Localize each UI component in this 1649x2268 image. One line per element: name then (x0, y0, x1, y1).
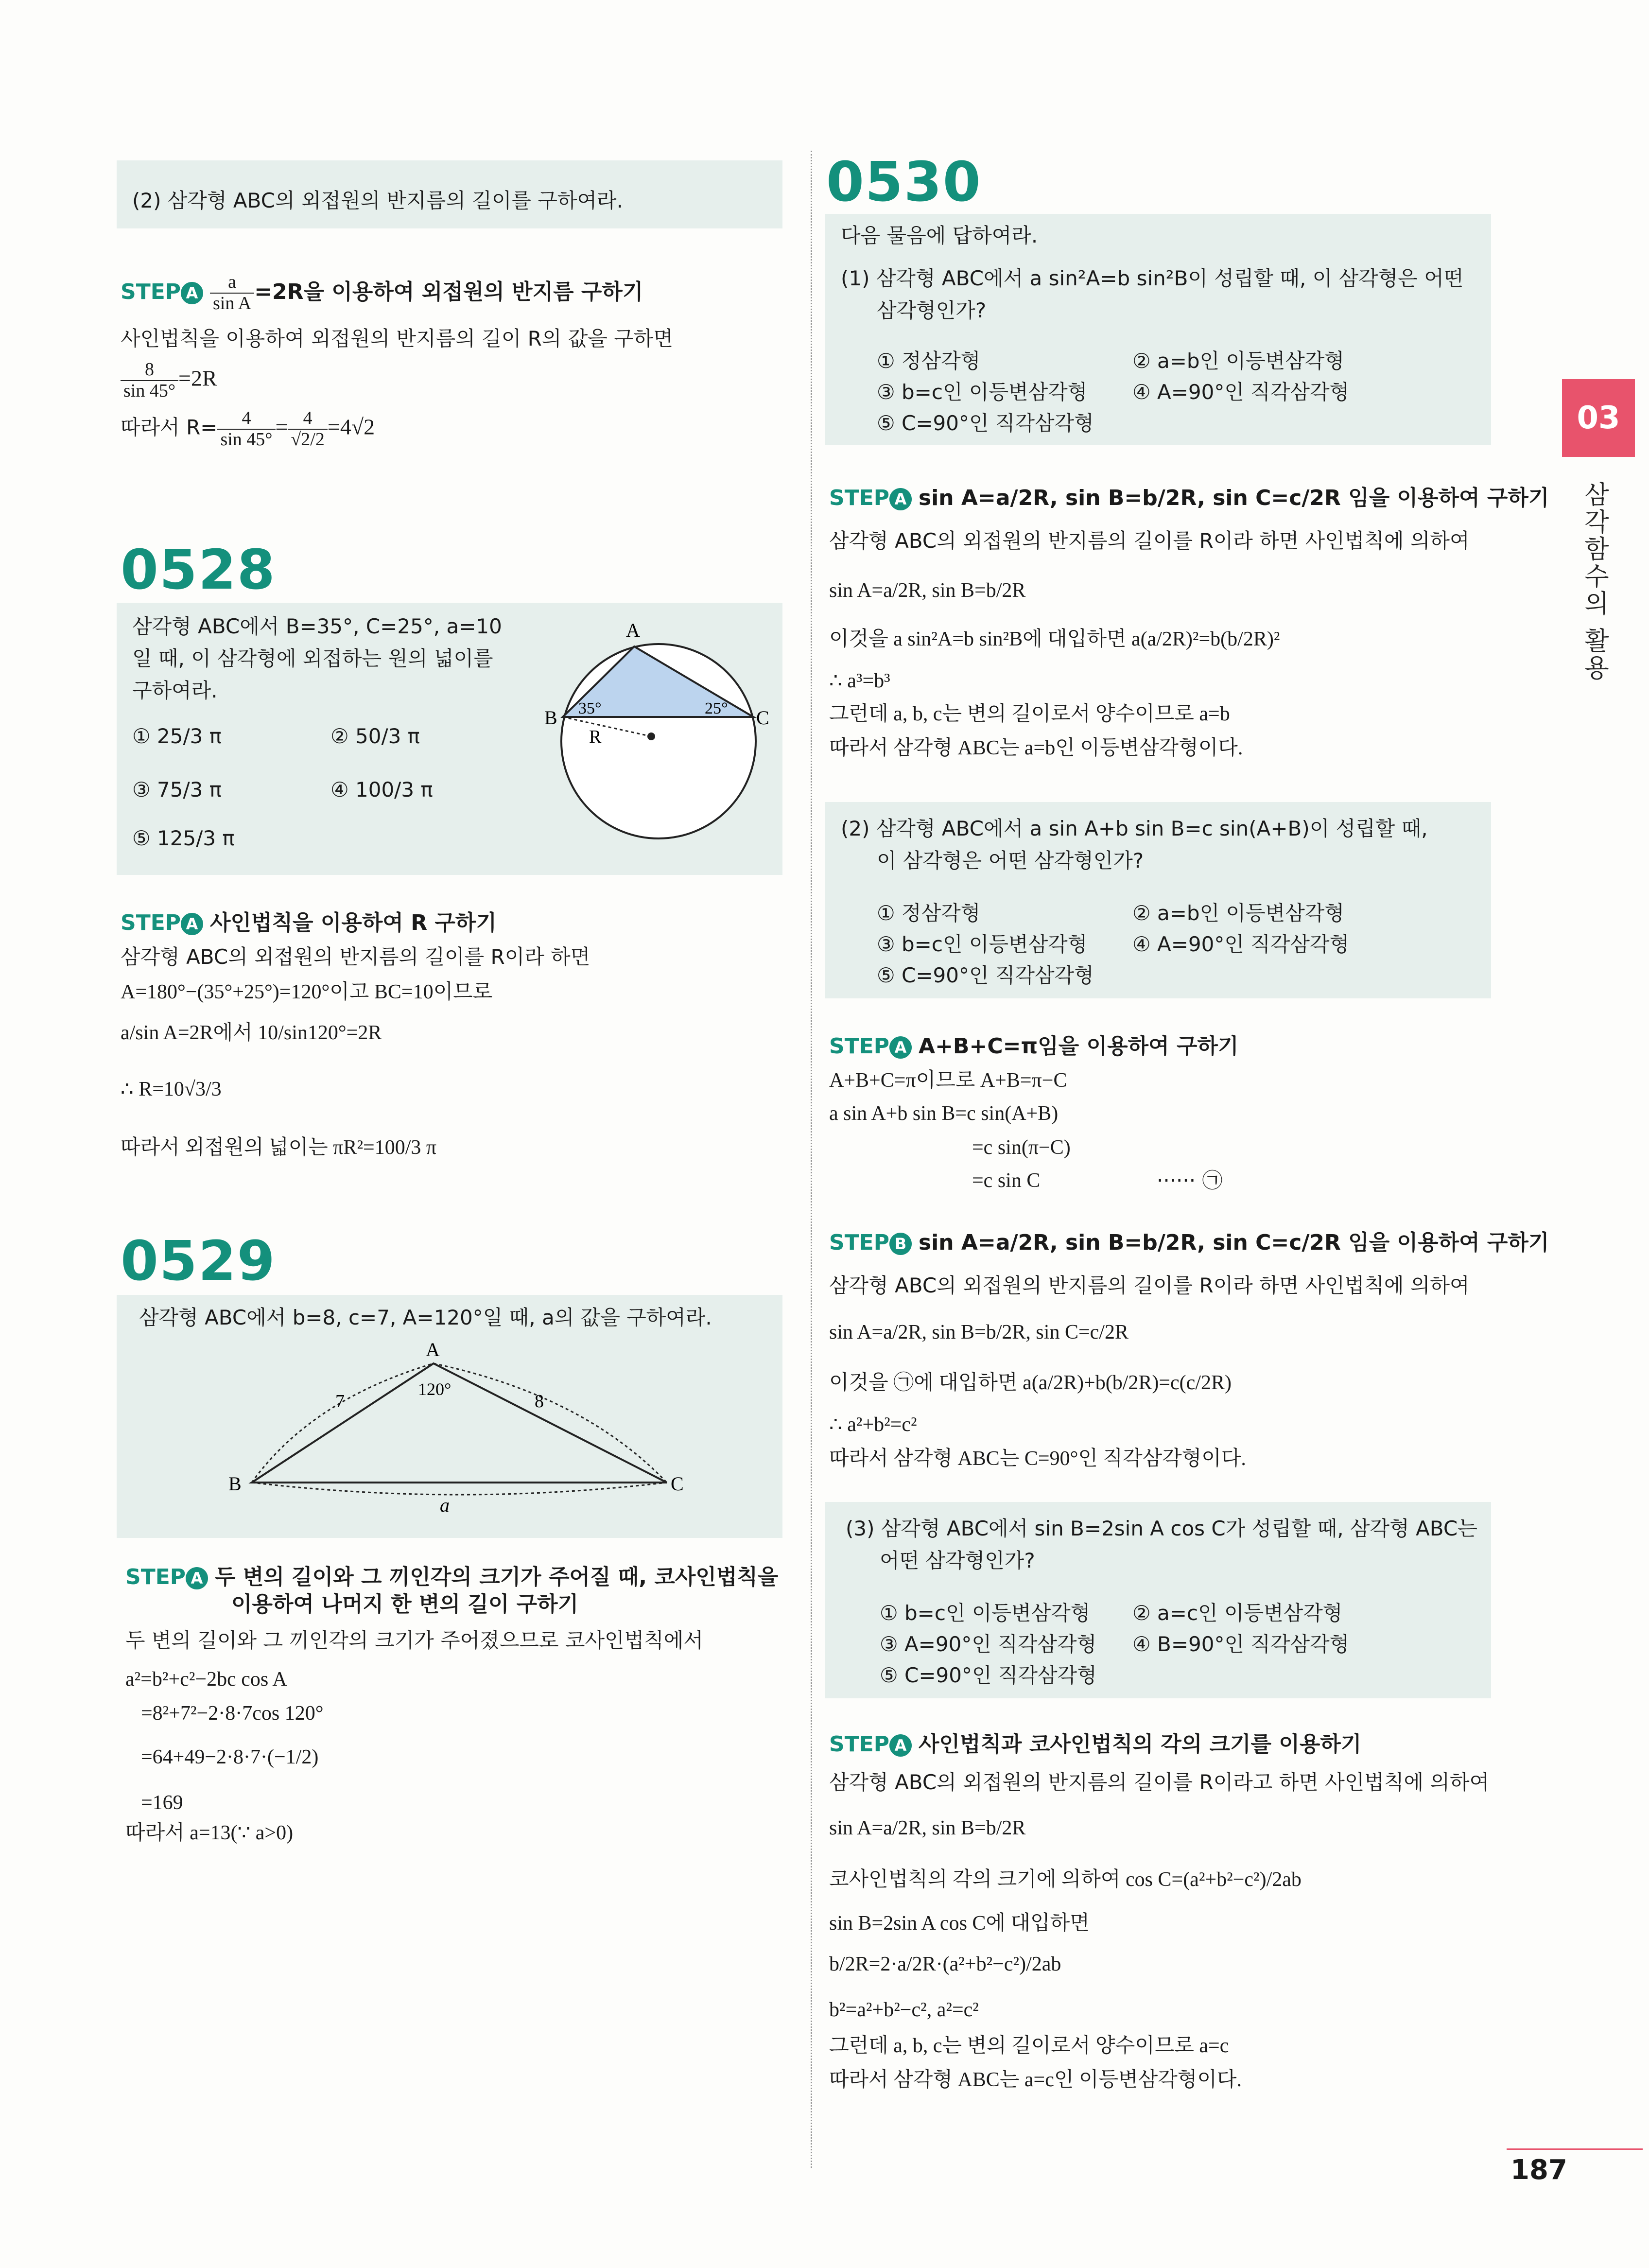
equation-marker: ······ ㉠ (1157, 1169, 1223, 1192)
equation: $\frac{8}{\sin 45^\circ}$ =2R (121, 360, 217, 401)
problem-number-0530: 0530 (826, 151, 982, 214)
vertex-label-B: B (228, 1473, 242, 1495)
step-title: A+B+C=π임을 이용하여 구하기 (919, 1034, 1239, 1059)
solution-line: ∴ a²+b²=c² (829, 1413, 917, 1436)
step-title: =2R을 이용하여 외접원의 반지름 구하기 (254, 279, 643, 304)
solution-line: 삼각형 ABC의 외접원의 반지름의 길이를 R이라 하면 사인법칙에 의하여 (829, 529, 1470, 553)
circumcircle-figure (544, 617, 773, 846)
solution-line: ∴ R=10√3/3 (121, 1078, 222, 1100)
problem-number-0529: 0529 (121, 1230, 276, 1293)
vertex-label-A: A (626, 619, 640, 641)
solution-line: 따라서 삼각형 ABC는 a=b인 이등변삼각형이다. (829, 737, 1243, 759)
angle-label: 120° (418, 1379, 451, 1399)
step-label: STEP (121, 279, 181, 304)
chapter-tab: 03 (1562, 379, 1635, 457)
solution-line: sin A=a/2R, sin B=b/2R, sin C=c/2R (829, 1321, 1128, 1343)
step-heading: STEP A 두 변의 길이와 그 끼인각의 크기가 주어질 때, 코사인법칙을 (125, 1565, 779, 1589)
page-number-rule (1507, 2148, 1643, 2150)
equation: 따라서 R= $\frac{4}{\sin 45^\circ}$ = $\frac{4}{√2/2}$ =4√2 (121, 408, 375, 450)
option-5: ⑤ 125/3 π (132, 826, 235, 850)
vertex-label-C: C (756, 707, 769, 729)
step-heading-line2: 이용하여 나머지 한 변의 길이 구하기 (231, 1592, 579, 1617)
option-4: ④ B=90°인 직각삼각형 (1132, 1632, 1350, 1656)
option-2: ② a=b인 이등변삼각형 (1132, 901, 1344, 925)
step-letter-badge: A (186, 1567, 208, 1589)
triangle-figure (214, 1342, 700, 1526)
vertex-label-A: A (426, 1342, 440, 1361)
option-3: ③ A=90°인 직각삼각형 (880, 1632, 1097, 1656)
page-number: 187 (1510, 2154, 1567, 2186)
step-title: sin A=a/2R, sin B=b/2R, sin C=c/2R 임을 이용하여 구하기 (919, 486, 1549, 510)
step-heading: STEP B sin A=a/2R, sin B=b/2R, sin C=c/2R 임을 이용하여 구하기 (829, 1230, 1549, 1255)
solution-line: ∴ a³=b³ (829, 670, 890, 692)
step-letter-badge: B (889, 1233, 912, 1255)
option-1: ① 정삼각형 (877, 901, 981, 925)
solution-line: 두 변의 길이와 그 끼인각의 크기가 주어졌으므로 코사인법칙에서 (125, 1628, 703, 1652)
option-5: ⑤ C=90°인 직각삼각형 (880, 1663, 1097, 1687)
solution-line: a/sin A=2R에서 10/sin120°=2R (121, 1022, 382, 1044)
solution-line: 그런데 a, b, c는 변의 길이로서 양수이므로 a=c (829, 2035, 1229, 2057)
question-line: 삼각형 ABC에서 b=8, c=7, A=120°일 때, a의 값을 구하여라. (139, 1306, 712, 1329)
solution-line: 코사인법칙의 각의 크기에 의하여 cos C=(a²+b²−c²)/2ab (829, 1868, 1302, 1891)
step-letter-badge: A (889, 1036, 912, 1059)
step-heading: STEP A 사인법칙을 이용하여 R 구하기 (121, 910, 497, 935)
solution-line: sin B=2sin A cos C에 대입하면 (829, 1912, 1090, 1935)
solution-line: 따라서 삼각형 ABC는 C=90°인 직각삼각형이다. (829, 1448, 1246, 1470)
option-1: ① 정삼각형 (877, 349, 981, 373)
question-line: (2) 삼각형 ABC에서 a sin A+b sin B=c sin(A+B)이 성립할 때, (841, 817, 1428, 840)
step-heading (121, 272, 643, 314)
option-2: ② a=b인 이등변삼각형 (1132, 349, 1344, 373)
question-line: 삼각형인가? (877, 298, 987, 322)
vertex-label-B: B (544, 707, 557, 729)
option-3: ③ b=c인 이등변삼각형 (877, 380, 1088, 404)
option-3: ③ b=c인 이등변삼각형 (877, 932, 1088, 956)
option-4: ④ A=90°인 직각삼각형 (1132, 932, 1350, 956)
question-line: (3) 삼각형 ABC에서 sin B=2sin A cos C가 성립할 때, 삼각형 ABC는 (846, 1517, 1477, 1540)
option-3: ③ 75/3 π (132, 778, 222, 802)
problem-number-0528: 0528 (121, 539, 276, 602)
solution-line: 따라서 삼각형 ABC는 a=c인 이등변삼각형이다. (829, 2069, 1242, 2091)
step-title: 두 변의 길이와 그 끼인각의 크기가 주어질 때, 코사인법칙을 (215, 1565, 779, 1589)
option-5: ⑤ C=90°인 직각삼각형 (877, 411, 1094, 435)
solution-line: A+B+C=π이므로 A+B=π−C (829, 1069, 1067, 1092)
solution-line: 따라서 외접원의 넓이는 πR²=100/3 π (121, 1136, 437, 1159)
step-letter-badge: A (889, 488, 912, 510)
step-title: 사인법칙과 코사인법칙의 각의 크기를 이용하기 (919, 1732, 1362, 1757)
solution-line: =64+49−2·8·7·(−1/2) (141, 1746, 319, 1768)
solution-line: 이것을 ㉠에 대입하면 a(a/2R)+b(b/2R)=c(c/2R) (829, 1372, 1232, 1394)
vertex-label-C: C (671, 1473, 684, 1495)
solution-line: b²=a²+b²−c², a²=c² (829, 1999, 979, 2021)
side-label-a: a (440, 1494, 450, 1516)
chapter-title: 삼각함수의 활용 (1580, 481, 1609, 682)
solution-line: a²=b²+c²−2bc cos A (125, 1668, 287, 1691)
question-line: 이 삼각형은 어떤 삼각형인가? (877, 849, 1144, 872)
angle-label-B: 35° (578, 699, 602, 717)
step-heading: STEP A A+B+C=π임을 이용하여 구하기 (829, 1034, 1239, 1059)
solution-line: A=180°−(35°+25°)=120°이고 BC=10이므로 (121, 981, 493, 1003)
question-intro: 다음 물음에 답하여라. (841, 224, 1038, 247)
question-line: 일 때, 이 삼각형에 외접하는 원의 넓이를 (132, 646, 493, 670)
question-line: 어떤 삼각형인가? (880, 1549, 1035, 1572)
solution-line: =c sin C (972, 1169, 1041, 1192)
step-letter-badge: A (181, 282, 203, 304)
option-2: ② 50/3 π (330, 724, 420, 748)
solution-line: 삼각형 ABC의 외접원의 반지름의 길이를 R이라 하면 사인법칙에 의하여 (829, 1274, 1470, 1297)
column-divider (811, 151, 812, 2168)
solution-line: a sin A+b sin B=c sin(A+B) (829, 1102, 1059, 1125)
option-4: ④ 100/3 π (330, 778, 433, 802)
question-line: (1) 삼각형 ABC에서 a sin²A=b sin²B이 성립할 때, 이 삼각형은 어떤 (841, 266, 1464, 290)
text-line: 사인법칙을 이용하여 외접원의 반지름의 길이 R의 값을 구하면 (121, 327, 673, 350)
solution-line: sin A=a/2R, sin B=b/2R (829, 1817, 1026, 1839)
question-text: (2) 삼각형 ABC의 외접원의 반지름의 길이를 구하여라. (132, 189, 623, 212)
solution-line: sin A=a/2R, sin B=b/2R (829, 579, 1026, 602)
step-title: 사인법칙을 이용하여 R 구하기 (210, 910, 497, 935)
step-heading: STEP A sin A=a/2R, sin B=b/2R, sin C=c/2R 임을 이용하여 구하기 (829, 486, 1549, 510)
step-letter-badge: A (889, 1734, 912, 1757)
solution-line: 삼각형 ABC의 외접원의 반지름의 길이를 R이라 하면 (121, 945, 590, 969)
solution-line: b/2R=2·a/2R·(a²+b²−c²)/2ab (829, 1953, 1061, 1975)
side-label-b: 8 (535, 1391, 544, 1412)
solution-line: 삼각형 ABC의 외접원의 반지름의 길이를 R이라고 하면 사인법칙에 의하여 (829, 1770, 1490, 1794)
question-line: 삼각형 ABC에서 B=35°, C=25°, a=10 (132, 614, 502, 638)
option-2: ② a=c인 이등변삼각형 (1132, 1601, 1343, 1625)
solution-line: =c sin(π−C) (972, 1136, 1071, 1159)
solution-line: 그런데 a, b, c는 변의 길이로서 양수이므로 a=b (829, 703, 1230, 725)
solution-line: 이것을 a sin²A=b sin²B에 대입하면 a(a/2R)²=b(b/2R)² (829, 628, 1280, 650)
radius-label: R (589, 727, 602, 747)
option-1: ① 25/3 π (132, 724, 222, 748)
question-line: 구하여라. (132, 679, 218, 702)
step-letter-badge: A (181, 913, 203, 935)
step-title: sin A=a/2R, sin B=b/2R, sin C=c/2R 임을 이용하여 구하기 (919, 1230, 1549, 1255)
side-label-c: 7 (335, 1391, 345, 1412)
option-1: ① b=c인 이등변삼각형 (880, 1601, 1091, 1625)
step-heading: STEP A 사인법칙과 코사인법칙의 각의 크기를 이용하기 (829, 1732, 1362, 1757)
solution-line: =169 (141, 1792, 183, 1814)
solution-line: 따라서 a=13(∵ a>0) (125, 1822, 294, 1844)
angle-label-C: 25° (705, 699, 728, 717)
solution-line: =8²+7²−2·8·7cos 120° (141, 1702, 324, 1725)
option-4: ④ A=90°인 직각삼각형 (1132, 380, 1350, 404)
option-5: ⑤ C=90°인 직각삼각형 (877, 963, 1094, 987)
step-fraction: $\frac{a}{\text{sin A}}$ (210, 272, 254, 314)
